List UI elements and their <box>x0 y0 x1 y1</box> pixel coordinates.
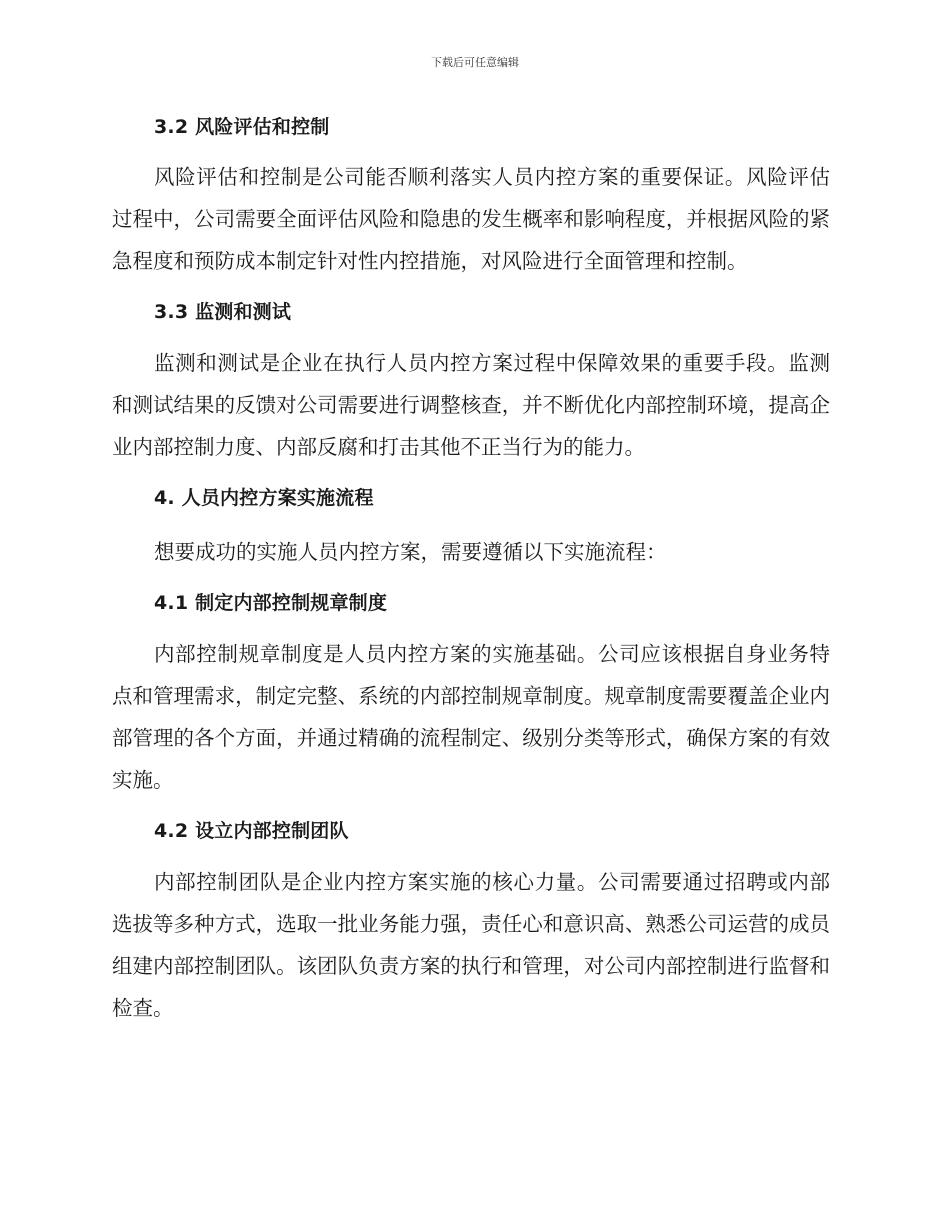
section-paragraph: 监测和测试是企业在执行人员内控方案过程中保障效果的重要手段。监测和测试结果的反馈对公司需要进行调整核查，并不断优化内部控制环境，提高企业内部控制力度、内部反腐和打击其他不正当行为的能力。 <box>112 351 830 459</box>
section-4-1 <box>112 581 830 801</box>
section-paragraph: 内部控制团队是企业内控方案实施的核心力量。公司需要通过招聘或内部选拔等多种方式，选取一批业务能力强，责任心和意识高、熟悉公司运营的成员组建内部控制团队。该团队负责方案的执行和管理，对公司内部控制进行监督和检查。 <box>112 870 830 1020</box>
section-heading: 3.3 监测和测试 <box>154 301 292 323</box>
section-4-2 <box>112 809 830 1029</box>
section-paragraph: 风险评估和控制是公司能否顺利落实人员内控方案的重要保证。风险评估过程中，公司需要全面评估风险和隐患的发生概率和影响程度，并根据风险的紧急程度和预防成本制定针对性内控措施，对风险进行全面管理和控制。 <box>112 165 830 273</box>
section-heading: 4. 人员内控方案实施流程 <box>154 487 374 509</box>
section-paragraph: 想要成功的实施人员内控方案，需要遵循以下实施流程： <box>154 540 667 564</box>
section-3-2 <box>112 105 830 282</box>
document-body <box>112 105 830 1037</box>
section-heading: 4.2 设立内部控制团队 <box>154 820 349 842</box>
section-heading: 3.2 风险评估和控制 <box>154 116 330 138</box>
section-3-3 <box>112 290 830 468</box>
section-4 <box>112 476 830 573</box>
section-heading: 4.1 制定内部控制规章制度 <box>154 592 388 614</box>
page-header-note: 下载后可任意编辑 <box>431 56 519 69</box>
section-paragraph: 内部控制规章制度是人员内控方案的实施基础。公司应该根据自身业务特点和管理需求，制定完整、系统的内部控制规章制度。规章制度需要覆盖企业内部管理的各个方面，并通过精确的流程制定、级别分类等形式，确保方案的有效实施。 <box>112 642 830 792</box>
